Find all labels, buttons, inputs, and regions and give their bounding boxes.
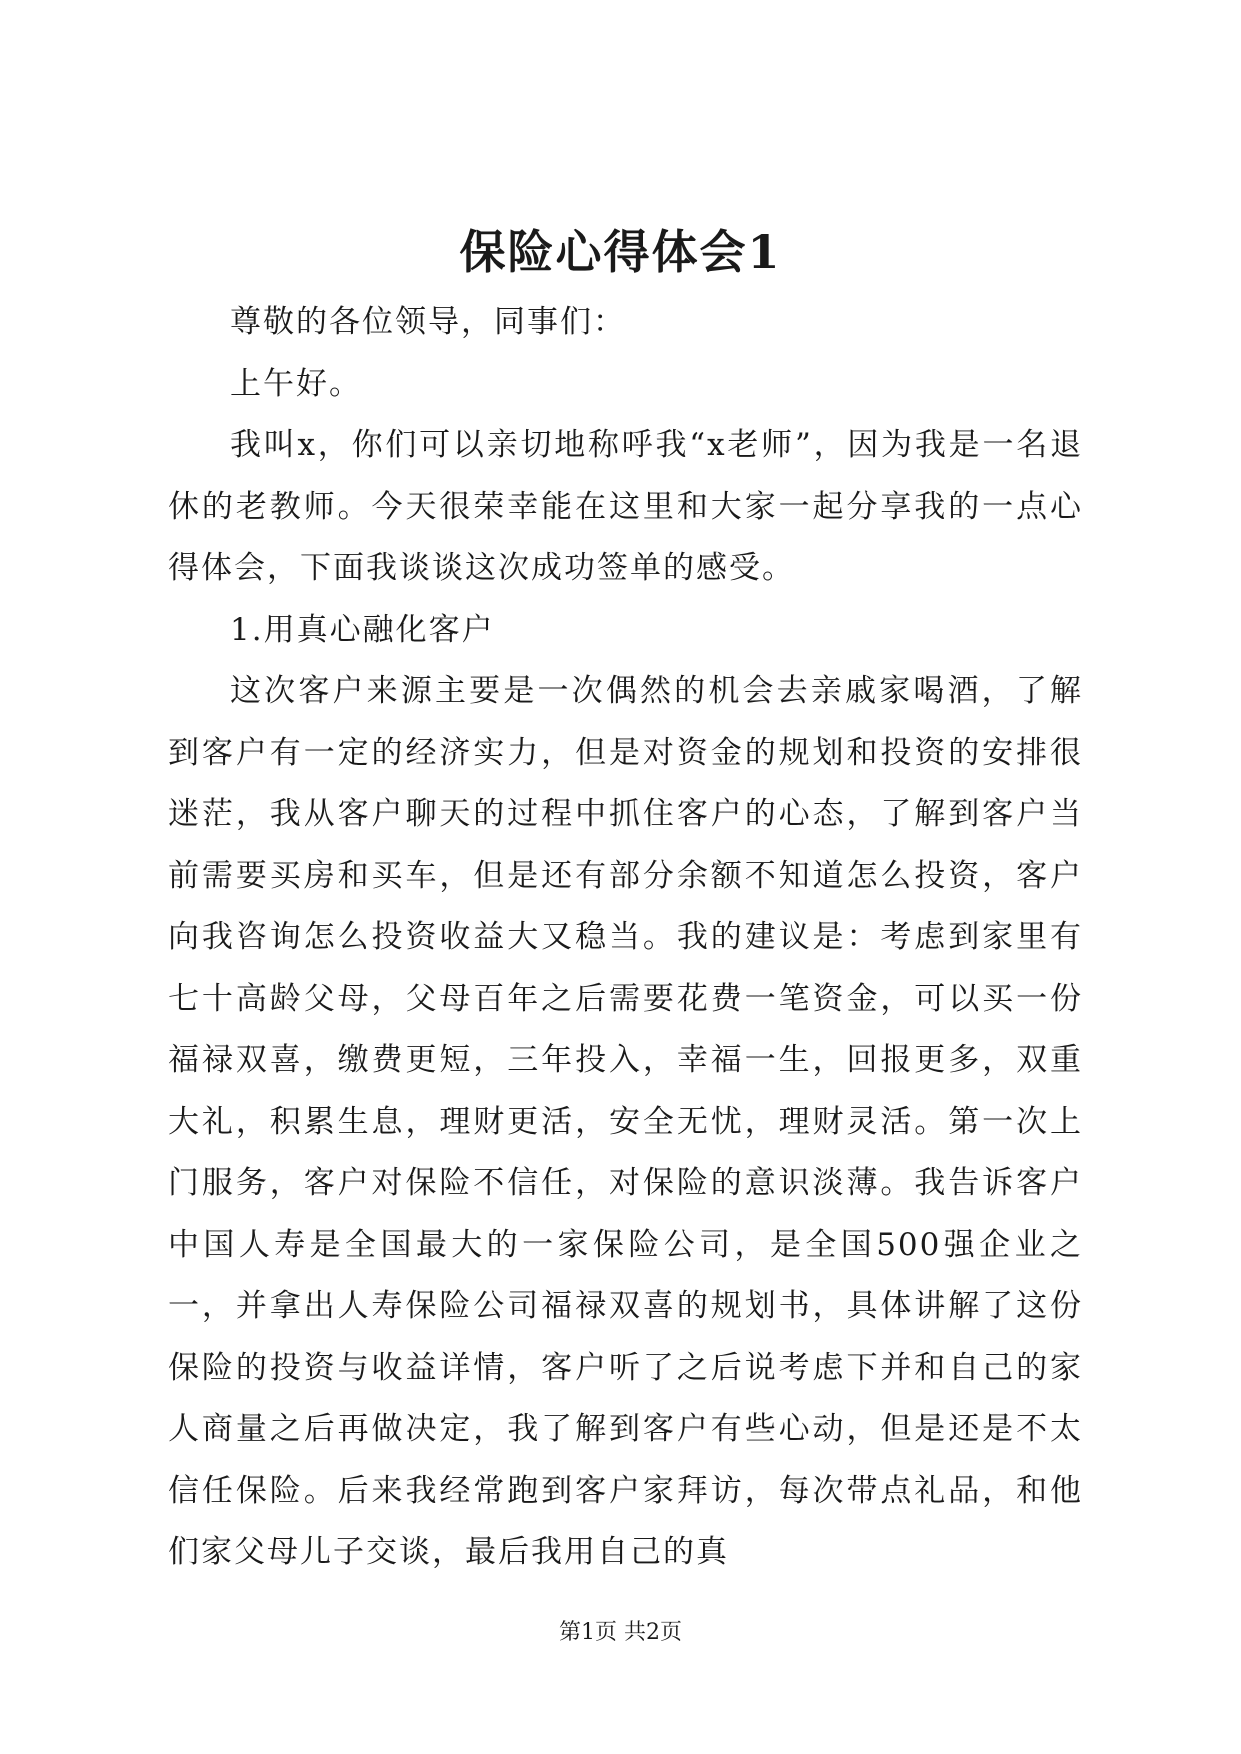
section-heading: 1.用真心融化客户 [230,611,495,648]
greeting-paragraph: 上午好。 [230,365,362,402]
page-footer: 第1页 共2页 [559,1620,682,1645]
salutation-paragraph: 尊敬的各位领导，同事们： [230,304,626,340]
body-paragraph: 这次客户来源主要是一次偶然的机会去亲戚家喝酒，了解到客户有一定的经济实力，但是对资金的规划和投资的安排很迷茫，我从客户聊天的过程中抓住客户的心态，了解到客户当前需要买房和买车，但是还有部分余额不知道怎么投资，客户向我咨询怎么投资收益大又稳当。我的建议是：考虑到家里有七十高龄父母，父母百年之后需要花费一笔资金，可以买一份福禄双喜，缴费更短，三年投入，幸福一生，回报更多，双重大礼，积累生息，理财更活，安全无忧，理财灵活。第一次上门服务，客户对保险不信任，对保险的意识淡薄。我告诉客户中国人寿是全国最大的一家保险公司，是全国500强企业之一，并拿出人寿保险公司福禄双喜的规划书，具体讲解了这份保险的投资与收益详情，客户听了之后说考虑下并和自己的家人商量之后再做决定，我了解到客户有些心动，但是还是不太信任保险。后来我经常跑到客户家拜访，每次带点礼品，和他们家父母儿子交谈，最后我用自己的真 [168,673,1083,1570]
document-body [168,292,1083,1584]
document-title: 保险心得体会1 [459,225,782,279]
introduction-paragraph: 我叫x，你们可以亲切地称呼我“x老师”，因为我是一名退休的老教师。今天很荣幸能在这里和大家一起分享我的一点心得体会，下面我谈谈这次成功签单的感受。 [168,427,1083,586]
